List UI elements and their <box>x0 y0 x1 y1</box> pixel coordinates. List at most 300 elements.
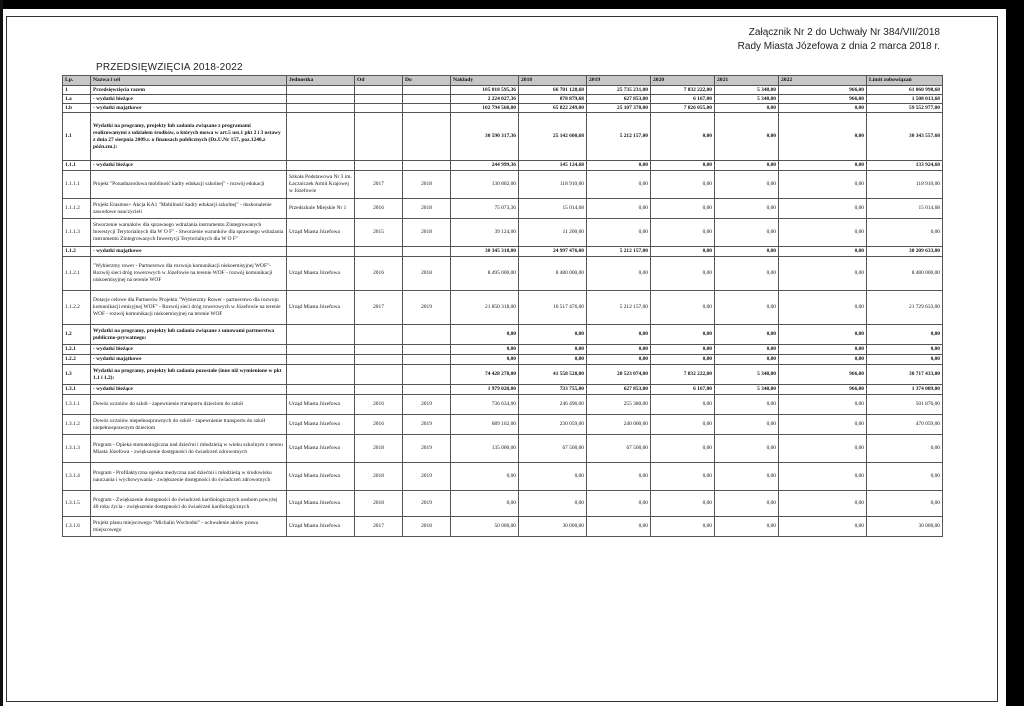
outlays-cell: 30 345 318,00 <box>451 247 519 257</box>
outlays-cell: 8 495 000,00 <box>451 257 519 291</box>
table-row <box>63 395 943 415</box>
start-year-cell: 2018 <box>355 463 403 491</box>
projects-table <box>62 75 943 537</box>
unit-cell <box>287 95 355 104</box>
table-row <box>63 219 943 247</box>
column-header: Lp. <box>63 76 91 86</box>
lp-cell: 1.3.1.4 <box>63 463 91 491</box>
year-2021-cell: 0,00 <box>715 491 779 517</box>
year-2019-cell: 0,00 <box>587 355 651 365</box>
outlays-cell: 736 634,00 <box>451 395 519 415</box>
year-2018-cell: 0,00 <box>519 325 587 345</box>
end-year-cell: 2019 <box>403 415 451 435</box>
column-header: Limit zobowiązań <box>867 76 943 86</box>
year-2021-cell: 0,00 <box>715 395 779 415</box>
table-row <box>63 199 943 219</box>
table-row <box>63 435 943 463</box>
unit-cell <box>287 161 355 171</box>
year-2018-cell: 16 517 476,00 <box>519 291 587 325</box>
year-2021-cell: 0,00 <box>715 219 779 247</box>
lp-cell: 1.1.2 <box>63 247 91 257</box>
year-2019-cell: 0,00 <box>587 463 651 491</box>
name-cell: Wydatki na programy, projekty lub zadania związane z programami realizowanymi z udziałem środków, o których mowa w art.5 ust.1 pkt 2 i 3 ustawy z dnia 27 sierpnia 2009.r. o finansach publicznych (Dz.U.Nr 157, poz.1240,z późn.zm.): <box>91 113 287 161</box>
limit-cell: 0,00 <box>867 325 943 345</box>
column-header: Do <box>403 76 451 86</box>
table-row <box>63 104 943 113</box>
year-2019-cell: 0,00 <box>587 517 651 537</box>
year-2018-cell: 67 500,00 <box>519 435 587 463</box>
year-2019-cell: 0,00 <box>587 491 651 517</box>
start-year-cell <box>355 345 403 355</box>
start-year-cell: 2017 <box>355 171 403 199</box>
year-2018-cell: 11 200,00 <box>519 219 587 247</box>
year-2021-cell: 0,00 <box>715 104 779 113</box>
column-header: 2018 <box>519 76 587 86</box>
table-row <box>63 365 943 385</box>
table-body <box>63 86 943 537</box>
unit-cell <box>287 247 355 257</box>
end-year-cell: 2019 <box>403 395 451 415</box>
table-row <box>63 291 943 325</box>
year-2021-cell: 0,00 <box>715 247 779 257</box>
lp-cell: 1.1.1 <box>63 161 91 171</box>
limit-cell: 0,00 <box>867 463 943 491</box>
unit-cell <box>287 325 355 345</box>
year-2019-cell: 20 523 074,00 <box>587 365 651 385</box>
year-2021-cell: 0,00 <box>715 113 779 161</box>
year-2020-cell: 0,00 <box>651 463 715 491</box>
outlays-cell: 689 162,00 <box>451 415 519 435</box>
year-2019-cell: 25 107 378,00 <box>587 104 651 113</box>
end-year-cell <box>403 355 451 365</box>
lp-cell: 1.3.1.2 <box>63 415 91 435</box>
year-2019-cell: 255 380,00 <box>587 395 651 415</box>
limit-cell: 118 910,00 <box>867 171 943 199</box>
name-cell: Wydatki na programy, projekty lub zadania pozostałe (inne niż wymienione w pkt 1.1 i 1.2): <box>91 365 287 385</box>
unit-cell <box>287 365 355 385</box>
outlays-cell: 0,00 <box>451 463 519 491</box>
lp-cell: 1.1.2.2 <box>63 291 91 325</box>
year-2020-cell: 0,00 <box>651 435 715 463</box>
start-year-cell: 2017 <box>355 517 403 537</box>
year-2019-cell: 67 500,00 <box>587 435 651 463</box>
year-2018-cell: 41 558 528,00 <box>519 365 587 385</box>
scan-edge-left <box>0 0 3 706</box>
year-2018-cell: 66 701 128,68 <box>519 86 587 95</box>
table-row <box>63 95 943 104</box>
unit-cell: Urząd Miasta Józefowa <box>287 517 355 537</box>
unit-cell <box>287 355 355 365</box>
year-2021-cell: 0,00 <box>715 325 779 345</box>
attachment-line-1: Załącznik Nr 2 do Uchwały Nr 384/VII/2018 <box>748 27 940 38</box>
year-2022-cell: 0,00 <box>779 113 867 161</box>
year-2018-cell: 30 000,00 <box>519 517 587 537</box>
unit-cell: Urząd Miasta Józefowa <box>287 415 355 435</box>
year-2018-cell: 24 997 476,00 <box>519 247 587 257</box>
table-row <box>63 517 943 537</box>
year-2018-cell: 0,00 <box>519 345 587 355</box>
name-cell: - wydatki majątkowe <box>91 355 287 365</box>
year-2020-cell: 0,00 <box>651 325 715 345</box>
start-year-cell: 2017 <box>355 291 403 325</box>
year-2018-cell: 0,00 <box>519 463 587 491</box>
start-year-cell <box>355 365 403 385</box>
lp-cell: 1.1 <box>63 113 91 161</box>
lp-cell: 1.1.1.2 <box>63 199 91 219</box>
year-2022-cell: 0,00 <box>779 517 867 537</box>
limit-cell: 30 717 433,00 <box>867 365 943 385</box>
lp-cell: 1.3.1 <box>63 385 91 395</box>
table-row <box>63 86 943 95</box>
name-cell: "Wybierzmy rower - Partnerstwo dla rozwoju komunikacji niskoemisyjnej WOF"- Rozwój sieci dróg rowerowych w Józefowie na terenie WOF - rozwój komunikacji niskoemisyjnej na terenie WOF <box>91 257 287 291</box>
outlays-cell: 135 000,00 <box>451 435 519 463</box>
year-2019-cell: 0,00 <box>587 161 651 171</box>
year-2019-cell: 5 212 157,00 <box>587 113 651 161</box>
table-row <box>63 247 943 257</box>
year-2022-cell: 0,00 <box>779 355 867 365</box>
scan-edge-top <box>0 0 1024 9</box>
lp-cell: 1.1.1.1 <box>63 171 91 199</box>
table-row <box>63 415 943 435</box>
lp-cell: 1.1.1.3 <box>63 219 91 247</box>
limit-cell: 470 059,00 <box>867 415 943 435</box>
year-2022-cell: 966,00 <box>779 95 867 104</box>
year-2020-cell: 0,00 <box>651 219 715 247</box>
year-2021-cell: 0,00 <box>715 517 779 537</box>
start-year-cell: 2015 <box>355 219 403 247</box>
end-year-cell <box>403 104 451 113</box>
limit-cell: 133 924,68 <box>867 161 943 171</box>
year-2021-cell: 0,00 <box>715 435 779 463</box>
unit-cell <box>287 385 355 395</box>
column-header: 2019 <box>587 76 651 86</box>
table-row <box>63 345 943 355</box>
limit-cell: 1 374 089,00 <box>867 385 943 395</box>
end-year-cell: 2018 <box>403 257 451 291</box>
outlays-cell: 30 590 317,36 <box>451 113 519 161</box>
attachment-line-2: Rady Miasta Józefowa z dnia 2 marca 2018 r. <box>737 41 940 52</box>
outlays-cell: 130 802,00 <box>451 171 519 199</box>
year-2020-cell: 0,00 <box>651 517 715 537</box>
name-cell: - wydatki bieżące <box>91 161 287 171</box>
year-2022-cell: 966,00 <box>779 365 867 385</box>
lp-cell: 1 <box>63 86 91 95</box>
year-2021-cell: 0,00 <box>715 291 779 325</box>
outlays-cell: 2 224 027,36 <box>451 95 519 104</box>
start-year-cell: 2016 <box>355 395 403 415</box>
year-2019-cell: 240 000,00 <box>587 415 651 435</box>
year-2022-cell: 0,00 <box>779 491 867 517</box>
outlays-cell: 244 999,36 <box>451 161 519 171</box>
start-year-cell: 2018 <box>355 435 403 463</box>
table-row <box>63 161 943 171</box>
table-row <box>63 113 943 161</box>
start-year-cell <box>355 95 403 104</box>
lp-cell: 1.a <box>63 95 91 104</box>
year-2018-cell: 0,00 <box>519 355 587 365</box>
start-year-cell: 2016 <box>355 257 403 291</box>
name-cell: Wydatki na programy, projekty lub zadania związane z umowami partnerstwa publiczno-prywatnego: <box>91 325 287 345</box>
start-year-cell: 2018 <box>355 491 403 517</box>
outlays-cell: 0,00 <box>451 325 519 345</box>
year-2020-cell: 7 826 055,00 <box>651 104 715 113</box>
name-cell: Dowóz uczniów niepełnosprawnych do szkół - zapewnienie transportu do szkół niepełnosprawnym dzieciom <box>91 415 287 435</box>
end-year-cell <box>403 345 451 355</box>
year-2020-cell: 0,00 <box>651 247 715 257</box>
year-2021-cell: 5 348,00 <box>715 95 779 104</box>
limit-cell: 59 552 977,00 <box>867 104 943 113</box>
outlays-cell: 0,00 <box>451 491 519 517</box>
unit-cell: Urząd Miasta Józefowa <box>287 463 355 491</box>
year-2020-cell: 0,00 <box>651 395 715 415</box>
end-year-cell: 2019 <box>403 491 451 517</box>
limit-cell: 501 876,00 <box>867 395 943 415</box>
limit-cell: 30 343 557,68 <box>867 113 943 161</box>
lp-cell: 1.3 <box>63 365 91 385</box>
end-year-cell <box>403 365 451 385</box>
year-2020-cell: 7 832 222,00 <box>651 86 715 95</box>
name-cell: - wydatki bieżące <box>91 345 287 355</box>
attachment-header <box>738 26 940 54</box>
table-row <box>63 171 943 199</box>
unit-cell <box>287 113 355 161</box>
lp-cell: 1.2 <box>63 325 91 345</box>
year-2018-cell: 118 910,00 <box>519 171 587 199</box>
outlays-cell: 0,00 <box>451 355 519 365</box>
limit-cell: 61 060 990,68 <box>867 86 943 95</box>
column-header: 2022 <box>779 76 867 86</box>
limit-cell: 1 508 013,68 <box>867 95 943 104</box>
end-year-cell <box>403 325 451 345</box>
year-2018-cell: 145 124,68 <box>519 161 587 171</box>
year-2022-cell: 0,00 <box>779 104 867 113</box>
end-year-cell: 2018 <box>403 171 451 199</box>
name-cell: Program - Profilaktyczna opieka medyczna nad dziećmi i młodzieżą w środowisku nauczania i wychowywania - zwiększenie dostępności do świadczeń zdrowotnych <box>91 463 287 491</box>
limit-cell: 30 209 633,00 <box>867 247 943 257</box>
year-2020-cell: 0,00 <box>651 355 715 365</box>
year-2019-cell: 25 735 231,00 <box>587 86 651 95</box>
year-2020-cell: 6 167,00 <box>651 95 715 104</box>
outlays-cell: 75 073,36 <box>451 199 519 219</box>
year-2018-cell: 8 480 000,00 <box>519 257 587 291</box>
unit-cell: Urząd Miasta Józefowa <box>287 491 355 517</box>
end-year-cell: 2019 <box>403 463 451 491</box>
year-2019-cell: 627 853,00 <box>587 95 651 104</box>
name-cell: Dotacje celowe dla Partnerów Projektu "Wybierzmy Rower - partnerstwo dla rozwoju komunikacji emisyjnej WOF" - Rozwój sieci dróg rowerowych w Józefowie na terenie WOF - rozwój komunikacji niskoemisyjnej na terenie WOF <box>91 291 287 325</box>
limit-cell: 30 000,00 <box>867 517 943 537</box>
table-row <box>63 385 943 395</box>
column-header: 2021 <box>715 76 779 86</box>
year-2020-cell: 0,00 <box>651 161 715 171</box>
year-2018-cell: 65 822 249,00 <box>519 104 587 113</box>
name-cell: Projekt "Ponadnarodowa mobilność kadry edukacji szkolnej" - rozwój edukacji <box>91 171 287 199</box>
table-row <box>63 257 943 291</box>
year-2022-cell: 0,00 <box>779 325 867 345</box>
name-cell: Przedsięwzięcia razem <box>91 86 287 95</box>
start-year-cell <box>355 385 403 395</box>
limit-cell: 0,00 <box>867 435 943 463</box>
limit-cell: 0,00 <box>867 491 943 517</box>
unit-cell: Urząd Miasta Józefowa <box>287 395 355 415</box>
year-2021-cell: 5 348,00 <box>715 86 779 95</box>
year-2019-cell: 0,00 <box>587 219 651 247</box>
unit-cell <box>287 345 355 355</box>
year-2021-cell: 0,00 <box>715 161 779 171</box>
unit-cell: Przedszkole Miejskie Nr 1 <box>287 199 355 219</box>
year-2019-cell: 5 212 157,00 <box>587 247 651 257</box>
year-2018-cell: 230 059,00 <box>519 415 587 435</box>
year-2020-cell: 0,00 <box>651 415 715 435</box>
year-2020-cell: 0,00 <box>651 171 715 199</box>
name-cell: - wydatki majątkowe <box>91 104 287 113</box>
outlays-cell: 105 018 595,36 <box>451 86 519 95</box>
limit-cell: 8 480 000,00 <box>867 257 943 291</box>
year-2018-cell: 0,00 <box>519 491 587 517</box>
column-header: Nazwa i cel <box>91 76 287 86</box>
limit-cell: 0,00 <box>867 355 943 365</box>
year-2019-cell: 0,00 <box>587 345 651 355</box>
year-2019-cell: 0,00 <box>587 171 651 199</box>
limit-cell: 15 014,68 <box>867 199 943 219</box>
year-2022-cell: 0,00 <box>779 415 867 435</box>
unit-cell: Urząd Miasta Józefowa <box>287 257 355 291</box>
year-2021-cell: 0,00 <box>715 199 779 219</box>
outlays-cell: 0,00 <box>451 345 519 355</box>
year-2019-cell: 0,00 <box>587 199 651 219</box>
year-2019-cell: 627 853,00 <box>587 385 651 395</box>
unit-cell <box>287 86 355 95</box>
name-cell: Stworzenie warunków dla sprawnego wdrażania instrumentu Zintegrowanych Inwestycji Terytorialnych dla W O F" - Stworzenie warunków dla sprawnego wdrażania instrumentu Zintegrowanych Inwestycji Terytorialnych dla W O F" <box>91 219 287 247</box>
name-cell: Projekt Erasmus+ Akcja KA1 "Mobilność kadry edukacji szkolnej" - doskonalenie zawodowe nauczycieli <box>91 199 287 219</box>
year-2018-cell: 15 014,68 <box>519 199 587 219</box>
table-row <box>63 355 943 365</box>
limit-cell: 21 729 633,00 <box>867 291 943 325</box>
year-2021-cell: 0,00 <box>715 415 779 435</box>
year-2021-cell: 0,00 <box>715 463 779 491</box>
name-cell: - wydatki bieżące <box>91 95 287 104</box>
start-year-cell <box>355 161 403 171</box>
year-2020-cell: 0,00 <box>651 199 715 219</box>
outlays-cell: 39 124,00 <box>451 219 519 247</box>
column-header: Jednostka <box>287 76 355 86</box>
year-2022-cell: 0,00 <box>779 291 867 325</box>
start-year-cell <box>355 86 403 95</box>
end-year-cell: 2018 <box>403 517 451 537</box>
year-2021-cell: 0,00 <box>715 355 779 365</box>
year-2020-cell: 7 832 222,00 <box>651 365 715 385</box>
year-2020-cell: 0,00 <box>651 291 715 325</box>
year-2018-cell: 25 142 600,68 <box>519 113 587 161</box>
year-2021-cell: 5 348,00 <box>715 385 779 395</box>
year-2022-cell: 0,00 <box>779 395 867 415</box>
outlays-cell: 1 979 028,00 <box>451 385 519 395</box>
limit-cell: 0,00 <box>867 345 943 355</box>
column-header: 2020 <box>651 76 715 86</box>
name-cell: - wydatki bieżące <box>91 385 287 395</box>
lp-cell: 1.2.2 <box>63 355 91 365</box>
unit-cell: Urząd Miasta Józefowa <box>287 291 355 325</box>
end-year-cell <box>403 161 451 171</box>
table-row <box>63 325 943 345</box>
year-2018-cell: 878 879,68 <box>519 95 587 104</box>
lp-cell: 1.3.1.6 <box>63 517 91 537</box>
year-2019-cell: 0,00 <box>587 257 651 291</box>
lp-cell: 1.2.1 <box>63 345 91 355</box>
end-year-cell: 2018 <box>403 219 451 247</box>
year-2022-cell: 0,00 <box>779 435 867 463</box>
year-2020-cell: 0,00 <box>651 257 715 291</box>
end-year-cell <box>403 86 451 95</box>
outlays-cell: 21 850 318,00 <box>451 291 519 325</box>
year-2022-cell: 0,00 <box>779 463 867 491</box>
outlays-cell: 102 794 568,00 <box>451 104 519 113</box>
year-2018-cell: 733 755,00 <box>519 385 587 395</box>
year-2022-cell: 0,00 <box>779 219 867 247</box>
scan-edge-right <box>1006 0 1024 706</box>
unit-cell <box>287 104 355 113</box>
column-header: Od <box>355 76 403 86</box>
start-year-cell <box>355 355 403 365</box>
year-2020-cell: 6 167,00 <box>651 385 715 395</box>
lp-cell: 1.3.1.5 <box>63 491 91 517</box>
unit-cell: Szkoła Podstawowa Nr 3 im. Łaczniczek Armii Krajowej w Józefowie <box>287 171 355 199</box>
end-year-cell: 2019 <box>403 435 451 463</box>
year-2022-cell: 0,00 <box>779 199 867 219</box>
end-year-cell: 2019 <box>403 291 451 325</box>
name-cell: Program - Opieka stomatologiczna nad dziećmi i młodzieżą w wieku szkolnym z terenu Miasta Józefowa - zwiększenie dostępności do świadczeń zdrowotnych <box>91 435 287 463</box>
end-year-cell <box>403 247 451 257</box>
year-2022-cell: 0,00 <box>779 257 867 291</box>
column-header: Nakłady <box>451 76 519 86</box>
end-year-cell <box>403 95 451 104</box>
start-year-cell <box>355 113 403 161</box>
start-year-cell: 2016 <box>355 415 403 435</box>
year-2022-cell: 966,00 <box>779 86 867 95</box>
lp-cell: 1.3.1.3 <box>63 435 91 463</box>
year-2020-cell: 0,00 <box>651 113 715 161</box>
year-2021-cell: 5 348,00 <box>715 365 779 385</box>
outlays-cell: 74 428 278,00 <box>451 365 519 385</box>
year-2022-cell: 0,00 <box>779 161 867 171</box>
year-2020-cell: 0,00 <box>651 345 715 355</box>
unit-cell: Urząd Miasta Józefowa <box>287 435 355 463</box>
lp-cell: 1.1.2.1 <box>63 257 91 291</box>
name-cell: Projekt planu miejscowego "Michalin Wschodni" - uchwalenie aktów prawa miejscowego <box>91 517 287 537</box>
start-year-cell <box>355 325 403 345</box>
document-title: PRZEDSIĘWZIĘCIA 2018-2022 <box>96 62 243 73</box>
year-2018-cell: 246 496,00 <box>519 395 587 415</box>
year-2022-cell: 0,00 <box>779 171 867 199</box>
start-year-cell <box>355 104 403 113</box>
limit-cell: 0,00 <box>867 219 943 247</box>
table-header-row <box>63 76 943 86</box>
name-cell: - wydatki majątkowe <box>91 247 287 257</box>
start-year-cell <box>355 247 403 257</box>
table-row <box>63 491 943 517</box>
end-year-cell: 2018 <box>403 199 451 219</box>
year-2019-cell: 5 212 157,00 <box>587 291 651 325</box>
year-2021-cell: 0,00 <box>715 257 779 291</box>
unit-cell: Urząd Miasta Józefowa <box>287 219 355 247</box>
year-2019-cell: 0,00 <box>587 325 651 345</box>
year-2022-cell: 0,00 <box>779 247 867 257</box>
lp-cell: 1.3.1.1 <box>63 395 91 415</box>
outlays-cell: 50 000,00 <box>451 517 519 537</box>
year-2021-cell: 0,00 <box>715 171 779 199</box>
end-year-cell <box>403 113 451 161</box>
year-2022-cell: 966,00 <box>779 385 867 395</box>
end-year-cell <box>403 385 451 395</box>
